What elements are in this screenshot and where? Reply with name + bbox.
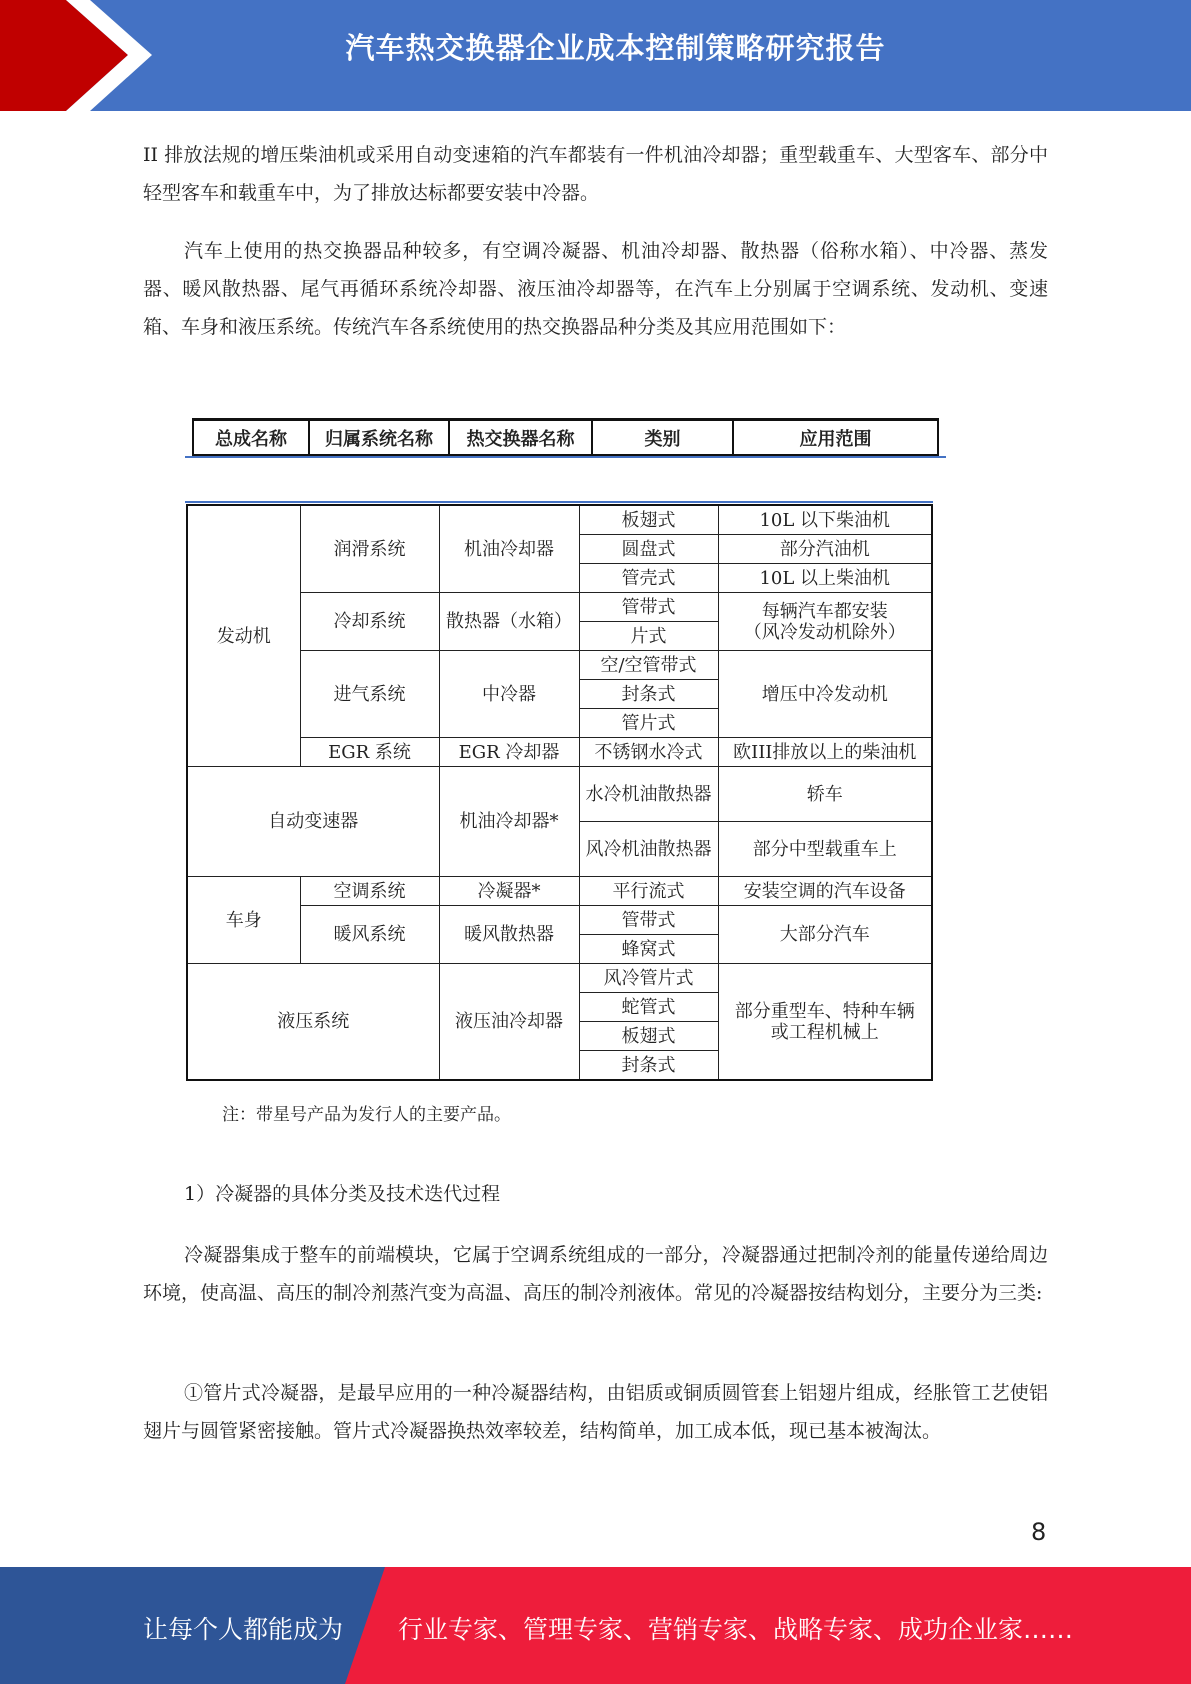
cell-range (718, 964, 932, 1081)
header-cell-assembly: 总成名称 (193, 420, 309, 456)
cell-type: 蛇管式 (579, 993, 718, 1022)
paragraph-heat-exchanger-types: 汽车上使用的热交换器品种较多，有空调冷凝器、机油冷却器、散热器（俗称水箱）、中冷器、蒸发器、暖风散热器、尾气再循环系统冷却器、液压油冷却器等，在汽车上分别属于空调系统、发动机、变速箱、车身和液压系统。传统汽车各系统使用的热交换器品种分类及其应用范围如下： (143, 240, 1048, 338)
cell-exchanger: 机油冷却器 (439, 505, 579, 593)
cell-type: 板翅式 (579, 1022, 718, 1051)
cell-type: 蜂窝式 (579, 935, 718, 964)
cell-type: 板翅式 (579, 505, 718, 535)
section-heading-condenser: 1）冷凝器的具体分类及技术迭代过程 (184, 1183, 501, 1205)
paragraph-condenser-description: 冷凝器集成于整车的前端模块，它属于空调系统组成的一部分，冷凝器通过把制冷剂的能量传递给周边环境，使高温、高压的制冷剂蒸汽变为高温、高压的制冷剂液体。常见的冷凝器按结构划分，主要分为三类: (143, 1244, 1048, 1304)
cell-exchanger: 散热器（水箱） (439, 593, 579, 651)
cell-range: 增压中冷发动机 (718, 651, 932, 738)
cell-range-line: （风冷发动机除外） (743, 621, 906, 643)
header-cell-type: 类别 (592, 420, 733, 456)
cell-range: 安装空调的汽车设备 (718, 877, 932, 906)
cell-assembly: 车身 (187, 877, 300, 964)
table-row (187, 964, 932, 993)
cell-exchanger: 暖风散热器 (439, 906, 579, 964)
cell-assembly: 液压系统 (187, 964, 439, 1081)
header-cell-range: 应用范围 (733, 420, 938, 456)
table-note: 注：带星号产品为发行人的主要产品。 (222, 1105, 511, 1125)
cell-system: 润滑系统 (300, 505, 439, 593)
cell-range: 大部分汽车 (718, 906, 932, 964)
table-row (187, 505, 932, 535)
cell-type: 片式 (579, 622, 718, 651)
header-cell-system: 归属系统名称 (309, 420, 449, 456)
cell-system: 进气系统 (300, 651, 439, 738)
footer-slogan-left: 让每个人都能成为 (143, 1615, 344, 1644)
cell-type: 管带式 (579, 906, 718, 935)
cell-system: 暖风系统 (300, 906, 439, 964)
report-title: 汽车热交换器企业成本控制策略研究报告 (345, 31, 886, 65)
cell-range (718, 593, 932, 651)
cell-assembly: 发动机 (187, 505, 300, 767)
cell-range: 欧III排放以上的柴油机 (718, 738, 932, 767)
cell-system: EGR 系统 (300, 738, 439, 767)
cell-type: 圆盘式 (579, 535, 718, 564)
cell-exchanger: 机油冷却器* (439, 767, 579, 877)
cell-type: 管带式 (579, 593, 718, 622)
paragraph-tube-fin-condenser: ①管片式冷凝器，是最早应用的一种冷凝器结构，由铝质或铜质圆管套上铝翅片组成，经胀管工艺使铝翅片与圆管紧密接触。管片式冷凝器换热效率较差，结构简单，加工成本低，现已基本被淘汰。 (143, 1382, 1048, 1442)
cell-range: 部分汽油机 (718, 535, 932, 564)
page-header (0, 0, 1191, 111)
page-footer (0, 1567, 1191, 1684)
cell-range-line: 每辆汽车都安装 (761, 600, 888, 622)
cell-type: 空/空管带式 (579, 651, 718, 680)
cell-range-line: 部分重型车、特种车辆 (734, 1000, 915, 1022)
cell-type: 平行流式 (579, 877, 718, 906)
cell-range: 轿车 (718, 767, 932, 822)
cell-type: 管壳式 (579, 564, 718, 593)
cell-range-line: 或工程机械上 (770, 1021, 879, 1043)
cell-system: 冷却系统 (300, 593, 439, 651)
cell-exchanger: 液压油冷却器 (439, 964, 579, 1081)
header-underline (185, 456, 946, 458)
cell-exchanger: EGR 冷却器 (439, 738, 579, 767)
page-number: 8 (1031, 1518, 1047, 1546)
cell-exchanger: 中冷器 (439, 651, 579, 738)
heat-exchanger-table (186, 504, 933, 1081)
cell-exchanger: 冷凝器* (439, 877, 579, 906)
cell-type: 封条式 (579, 680, 718, 709)
cell-system: 空调系统 (300, 877, 439, 906)
footer-slogan-right: 行业专家、管理专家、营销专家、战略专家、成功企业家…… (398, 1615, 1074, 1644)
table-row (187, 767, 932, 822)
cell-range: 10L 以下柴油机 (718, 505, 932, 535)
paragraph-intro: II 排放法规的增压柴油机或采用自动变速箱的汽车都装有一件机油冷却器；重型载重车、大型客车、部分中轻型客车和载重车中，为了排放达标都要安装中冷器。 (143, 144, 1048, 204)
cell-type: 风冷管片式 (579, 964, 718, 993)
cell-assembly: 自动变速器 (187, 767, 439, 877)
cell-type: 封条式 (579, 1051, 718, 1081)
cell-type: 管片式 (579, 709, 718, 738)
cell-range: 10L 以上柴油机 (718, 564, 932, 593)
table-row (187, 877, 932, 906)
table-header (192, 418, 939, 457)
table-top-line (185, 501, 933, 503)
cell-type: 不锈钢水冷式 (579, 738, 718, 767)
cell-range: 部分中型载重车上 (718, 822, 932, 877)
cell-type: 风冷机油散热器 (579, 822, 718, 877)
cell-type: 水冷机油散热器 (579, 767, 718, 822)
header-cell-exchanger: 热交换器名称 (449, 420, 592, 456)
